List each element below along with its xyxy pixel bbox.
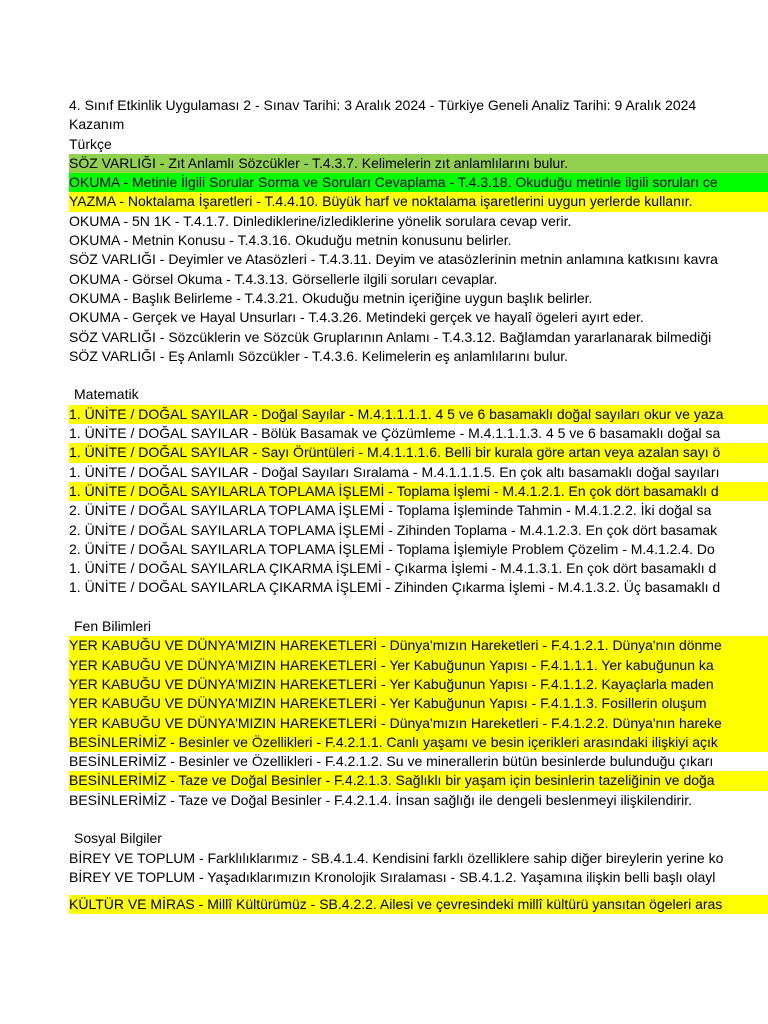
outcome-row: YAZMA - Noktalama İşaretleri - T.4.4.10. Büyük harf ve noktalama işaretlerini uygun yerlerde kullanır. [69,192,768,211]
outcome-row: 1. ÜNİTE / DOĞAL SAYILAR - Doğal Sayılar - M.4.1.1.1.1. 4 5 ve 6 basamaklı doğal sayıları okur ve yaza [69,405,768,424]
outcome-row: 1. ÜNİTE / DOĞAL SAYILARLA ÇIKARMA İŞLEMİ - Zihinden Çıkarma İşlemi - M.4.1.3.2. Üç basamaklı d [69,579,721,596]
section-title-turkce: Türkçe [69,135,112,152]
outcome-row: SÖZ VARLIĞI - Zıt Anlamlı Sözcükler - T.4.3.7. Kelimelerin zıt anlamlılarını bulur. [69,154,768,173]
section-title-sosyal: Sosyal Bilgiler [74,830,162,847]
outcome-row: BESİNLERİMİZ - Taze ve Doğal Besinler - F.4.2.1.4. İnsan sağlığı ile dengeli beslenmeyi ilişkilendirir. [69,791,693,808]
section-title-fen: Fen Bilimleri [74,618,152,635]
section-spacer [69,366,768,385]
outcome-row: BESİNLERİMİZ - Taze ve Doğal Besinler - F.4.2.1.3. Sağlıklı bir yaşam için besinlerin tazeliğinin ve doğa [69,771,768,790]
outcome-row: YER KABUĞU VE DÜNYA'MIZIN HAREKETLERİ - Dünya'mızın Hareketleri - F.4.1.2.2. Dünya'nın hareke [69,714,768,733]
outcome-row: SÖZ VARLIĞI - Eş Anlamlı Sözcükler - T.4.3.6. Kelimelerin eş anlamlılarını bulur. [69,347,569,364]
outcome-row: KÜLTÜR VE MİRAS - Millî Kültürümüz - SB.4.2.2. Ailesi ve çevresindeki millî kültürü yansıtan ögeleri aras [69,895,768,914]
outcome-row: BESİNLERİMİZ - Besinler ve Özellikleri - F.4.2.1.2. Su ve minerallerin bütün besinlerde bulunduğu çıkarı [69,753,714,770]
outcome-row: 2. ÜNİTE / DOĞAL SAYILARLA TOPLAMA İŞLEMİ - Toplama İşlemiyle Problem Çözelim - M.4.1.2.4. Do [69,540,715,557]
outcome-row: 2. ÜNİTE / DOĞAL SAYILARLA TOPLAMA İŞLEMİ - Toplama İşleminde Tahmin - M.4.1.2.2. İki doğal sa [69,502,712,519]
outcome-row: OKUMA - 5N 1K - T.4.1.7. Dinlediklerine/izlediklerine yönelik sorulara cevap verir. [69,212,572,229]
outcome-row: OKUMA - Gerçek ve Hayal Unsurları - T.4.3.26. Metindeki gerçek ve hayalî ögeleri ayırt eder. [69,309,644,326]
document-body [69,96,768,914]
outcome-row: OKUMA - Başlık Belirleme - T.4.3.21. Okuduğu metnin içeriğine uygun başlık belirler. [69,289,593,306]
outcome-row: 1. ÜNİTE / DOĞAL SAYILARLA ÇIKARMA İŞLEMİ - Çıkarma İşlemi - M.4.1.3.1. En çok dört basamaklı d [69,560,717,577]
outcome-row: 1. ÜNİTE / DOĞAL SAYILARLA TOPLAMA İŞLEMİ - Toplama İşlemi - M.4.1.2.1. En çok dört basamaklı d [69,482,768,501]
outcome-row: 1. ÜNİTE / DOĞAL SAYILAR - Sayı Örüntüleri - M.4.1.1.1.6. Belli bir kurala göre artan veya azalan sayı ö [69,443,768,462]
outcome-row: YER KABUĞU VE DÜNYA'MIZIN HAREKETLERİ - Dünya'mızın Hareketleri - F.4.1.2.1. Dünya'nın dönme [69,636,768,655]
outcome-row: 1. ÜNİTE / DOĞAL SAYILAR - Bölük Basamak ve Çözümleme - M.4.1.1.1.3. 4 5 ve 6 basamaklı doğal sa [69,425,721,442]
outcome-row: BİREY VE TOPLUM - Yaşadıklarımızın Kronolojik Sıralaması - SB.4.1.2. Yaşamına ilişkin belli başlı olayl [69,868,716,885]
outcome-row: YER KABUĞU VE DÜNYA'MIZIN HAREKETLERİ - Yer Kabuğunun Yapısı - F.4.1.1.3. Fosillerin oluşum [69,694,768,713]
outcome-row: SÖZ VARLIĞI - Deyimler ve Atasözleri - T.4.3.11. Deyim ve atasözlerinin metnin anlamına katkısını kavra [69,251,718,268]
section-spacer [69,598,768,617]
kazanim-label: Kazanım [69,116,125,133]
outcome-row: OKUMA - Metnin Konusu - T.4.3.16. Okuduğu metnin konusunu belirler. [69,232,512,249]
outcome-row: OKUMA - Metinle İlgili Sorular Sorma ve Soruları Cevaplama - T.4.3.18. Okuduğu metinle ilgili soruları ce [69,173,768,192]
outcome-row: 2. ÜNİTE / DOĞAL SAYILARLA TOPLAMA İŞLEMİ - Zihinden Toplama - M.4.1.2.3. En çok dört basamak [69,521,718,538]
outcome-row: OKUMA - Görsel Okuma - T.4.3.13. Görsellerle ilgili soruları cevaplar. [69,270,498,287]
outcome-row: 1. ÜNİTE / DOĞAL SAYILAR - Doğal Sayıları Sıralama - M.4.1.1.1.5. En çok altı basamaklı doğal sayıları [69,463,720,480]
outcome-row: SÖZ VARLIĞI - Sözcüklerin ve Sözcük Gruplarının Anlamı - T.4.3.12. Bağlamdan yararlanarak bilmediği [69,328,712,345]
outcome-row: YER KABUĞU VE DÜNYA'MIZIN HAREKETLERİ - Yer Kabuğunun Yapısı - F.4.1.1.1. Yer kabuğunun ka [69,656,768,675]
section-spacer [69,810,768,829]
outcome-row: YER KABUĞU VE DÜNYA'MIZIN HAREKETLERİ - Yer Kabuğunun Yapısı - F.4.1.1.2. Kayaçlarla maden [69,675,768,694]
outcome-row: BESİNLERİMİZ - Besinler ve Özellikleri - F.4.2.1.1. Canlı yaşamı ve besin içerikleri arasındaki ilişkiyi açık [69,733,768,752]
section-title-matematik: Matematik [74,386,139,403]
row-spacer [69,887,768,895]
outcome-row: BİREY VE TOPLUM - Farklılıklarımız - SB.4.1.4. Kendisini farklı özelliklere sahip diğer bireylerin yerine ko [69,849,724,866]
document-title: 4. Sınıf Etkinlik Uygulaması 2 - Sınav Tarihi: 3 Aralık 2024 - Türkiye Geneli Analiz Tarihi: 9 Aralık 2024 [69,97,697,113]
